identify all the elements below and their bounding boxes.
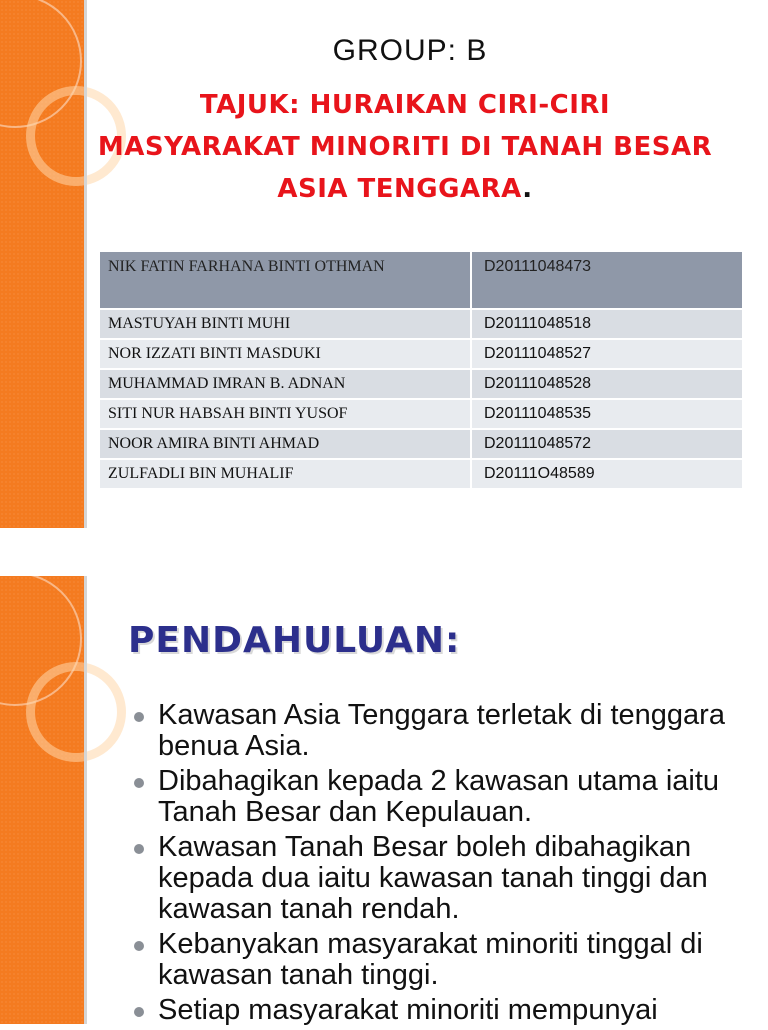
bullet-icon xyxy=(134,778,144,788)
table-row xyxy=(100,252,743,309)
table-row xyxy=(100,399,743,429)
table-row xyxy=(100,309,743,339)
title-line-1: TAJUK: HURAIKAN CIRI-CIRI xyxy=(199,90,611,120)
decorative-ring xyxy=(26,662,126,762)
member-table xyxy=(100,252,744,490)
orange-side-stripe xyxy=(0,576,84,1024)
member-id: D20111048535 xyxy=(471,399,743,429)
table-row xyxy=(100,429,743,459)
member-id: D20111048518 xyxy=(471,309,743,339)
title-line-3 xyxy=(60,168,750,210)
table-row xyxy=(100,459,743,489)
member-name: ZULFADLI BIN MUHALIF xyxy=(100,459,471,489)
member-id: D20111O48589 xyxy=(471,459,743,489)
bullet-icon xyxy=(134,712,144,722)
bullet-item xyxy=(134,832,754,925)
bullet-text: Kawasan Asia Tenggara terletak di tenggara benua Asia. xyxy=(158,699,725,762)
stripe-divider xyxy=(84,576,87,1024)
member-id: D20111048528 xyxy=(471,369,743,399)
member-name: NOR IZZATI BINTI MASDUKI xyxy=(100,339,471,369)
table-row xyxy=(100,339,743,369)
stripe-divider xyxy=(84,0,87,528)
member-name: NIK FATIN FARHANA BINTI OTHMAN xyxy=(100,252,471,309)
member-name: NOOR AMIRA BINTI AHMAD xyxy=(100,429,471,459)
bullet-icon xyxy=(134,941,144,951)
member-id: D20111048473 xyxy=(471,252,743,309)
table-row xyxy=(100,369,743,399)
bullet-text: Dibahagikan kepada 2 kawasan utama iaitu Tanah Besar dan Kepulauan. xyxy=(158,765,720,828)
bullet-text: Kawasan Tanah Besar boleh dibahagikan kepada dua iaitu kawasan tanah tinggi dan kawasan tanah rendah. xyxy=(158,831,708,925)
member-id: D20111048572 xyxy=(471,429,743,459)
member-name: MUHAMMAD IMRAN B. ADNAN xyxy=(100,369,471,399)
bullet-icon xyxy=(134,1007,144,1017)
member-name: SITI NUR HABSAH BINTI YUSOF xyxy=(100,399,471,429)
bullet-item xyxy=(134,929,754,991)
member-id: D20111048527 xyxy=(471,339,743,369)
title-line-3-text: ASIA TENGGARA xyxy=(277,174,523,204)
bullet-icon xyxy=(134,844,144,854)
slide-gap xyxy=(0,528,768,576)
bullet-item xyxy=(134,700,754,762)
slide-title xyxy=(60,84,750,210)
bullet-list xyxy=(134,700,754,1030)
section-heading: PENDAHULUAN: xyxy=(128,620,461,661)
title-line-2: MASYARAKAT MINORITI DI TANAH BESAR xyxy=(97,132,713,162)
bullet-item xyxy=(134,766,754,828)
group-label: GROUP: B xyxy=(332,34,488,67)
title-period: . xyxy=(522,174,533,204)
bullet-text: Setiap masyarakat minoriti mempunyai xyxy=(158,994,658,1026)
bullet-item xyxy=(134,995,754,1026)
orange-side-stripe xyxy=(0,0,84,528)
member-name: MASTUYAH BINTI MUHI xyxy=(100,309,471,339)
bullet-text: Kebanyakan masyarakat minoriti tinggal di kawasan tanah tinggi. xyxy=(158,928,703,991)
